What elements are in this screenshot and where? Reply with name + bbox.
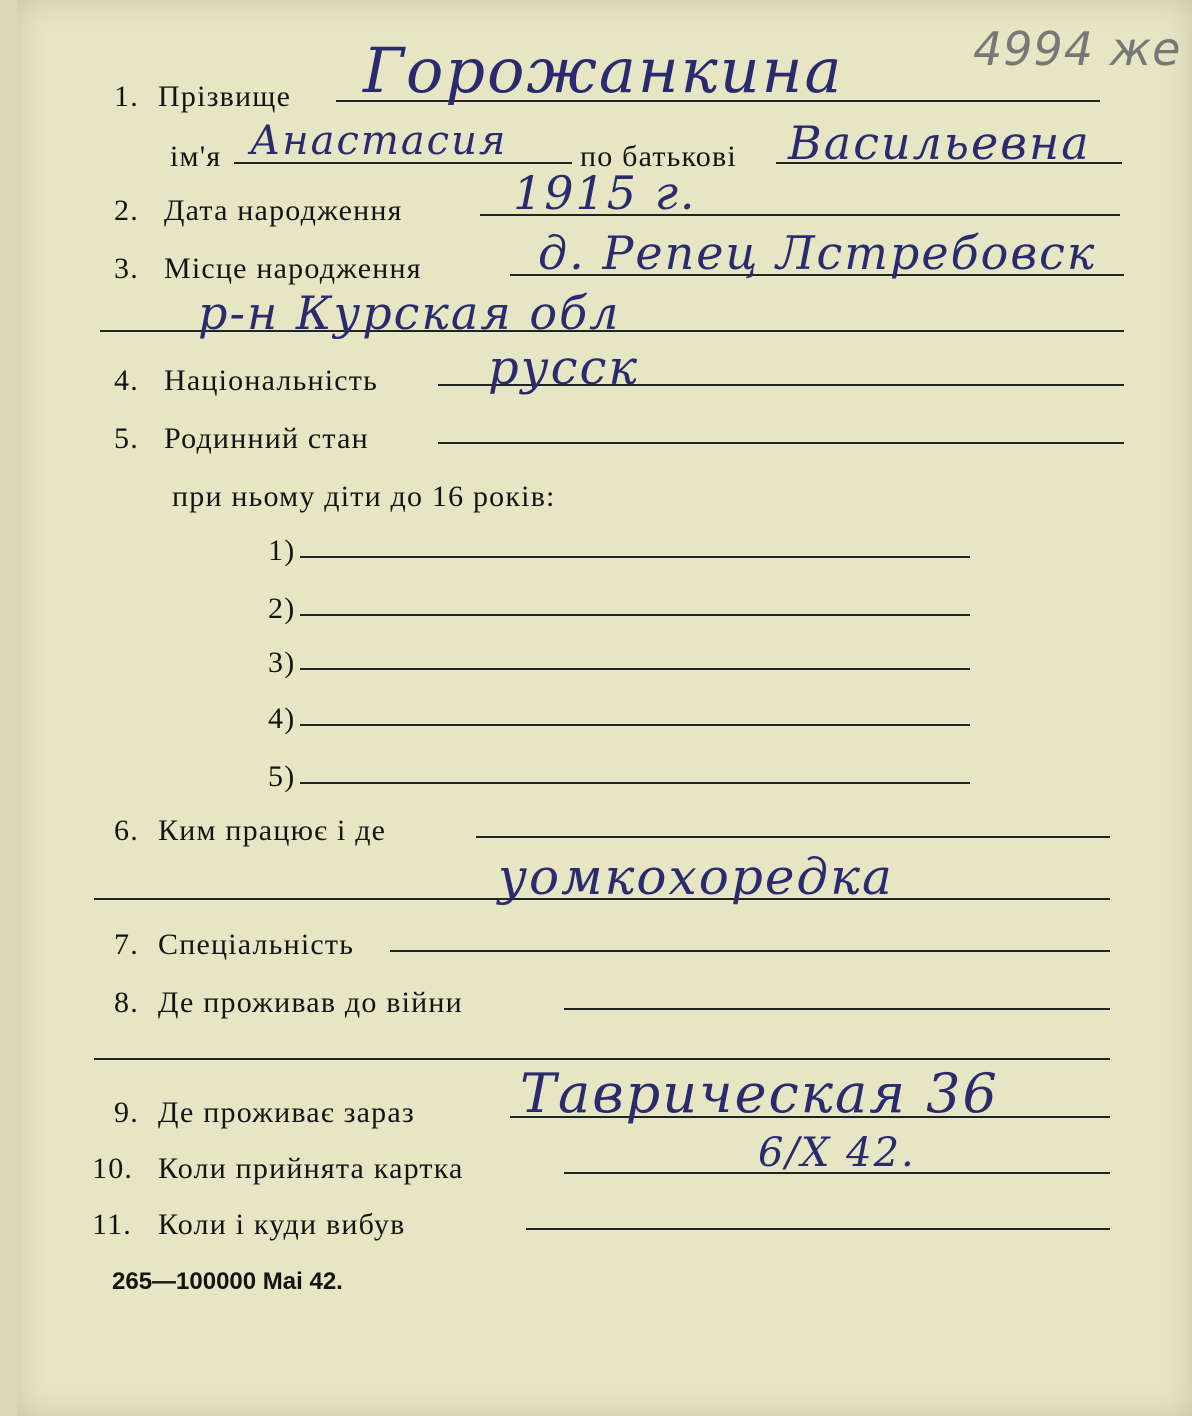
child-4-number: 4)	[268, 702, 296, 735]
prewar-residence-line-2	[94, 1058, 1110, 1060]
specialty-line	[390, 950, 1110, 952]
child-2-line	[300, 614, 970, 616]
current-residence-value: Таврическая 36	[520, 1062, 999, 1125]
name-value: Анастасия	[250, 118, 508, 164]
nationality-value: русск	[488, 340, 639, 396]
current-residence-label: Де проживає зараз	[158, 1096, 415, 1129]
card-number-stamp: 4994 же	[973, 22, 1182, 76]
surname-value: Горожанкина	[363, 34, 844, 107]
birth-place-label: Місце народження	[164, 252, 422, 285]
departure-line	[526, 1228, 1110, 1230]
birth-place-number: 3.	[114, 252, 139, 285]
name-label: ім'я	[170, 140, 222, 173]
surname-number: 1.	[114, 80, 139, 113]
prewar-residence-line-1	[564, 1008, 1110, 1010]
card-accepted-number: 10.	[92, 1152, 134, 1185]
work-value: уомкохоредка	[498, 848, 894, 906]
child-1-line	[300, 556, 970, 558]
card-accepted-value: 6/X 42.	[758, 1130, 916, 1176]
child-5-line	[300, 782, 970, 784]
child-5-number: 5)	[268, 760, 296, 793]
work-number: 6.	[114, 814, 139, 847]
card-accepted-label: Коли прийнята картка	[158, 1152, 464, 1185]
birth-place-value-2: р-н Курская обл	[198, 286, 621, 340]
child-2-number: 2)	[268, 592, 296, 625]
patronymic-label: по батькові	[580, 140, 737, 173]
birth-date-number: 2.	[114, 194, 139, 227]
nationality-number: 4.	[114, 364, 139, 397]
specialty-number: 7.	[114, 928, 139, 961]
print-run-footer: 265—100000 Mai 42.	[112, 1268, 343, 1295]
prewar-residence-number: 8.	[114, 986, 139, 1019]
child-1-number: 1)	[268, 534, 296, 567]
child-3-line	[300, 668, 970, 670]
child-4-line	[300, 724, 970, 726]
work-label: Ким працює і де	[158, 814, 387, 847]
registration-card	[18, 0, 1192, 1416]
family-status-line	[438, 442, 1124, 444]
work-line-1	[476, 836, 1110, 838]
specialty-label: Спеціальність	[158, 928, 355, 961]
surname-label: Прізвище	[158, 80, 292, 113]
child-3-number: 3)	[268, 646, 296, 679]
family-status-number: 5.	[114, 422, 139, 455]
patronymic-value: Васильевна	[788, 116, 1091, 170]
current-residence-number: 9.	[114, 1096, 139, 1129]
nationality-label: Національність	[164, 364, 378, 397]
birth-date-label: Дата народження	[164, 194, 403, 227]
prewar-residence-label: Де проживав до війни	[158, 986, 463, 1019]
departure-number: 11.	[92, 1208, 132, 1241]
departure-label: Коли і куди вибув	[158, 1208, 406, 1241]
children-label: при ньому діти до 16 років:	[172, 480, 556, 513]
birth-date-value: 1915 г.	[513, 166, 697, 220]
birth-place-value-1: д. Репец Лстребовск	[538, 226, 1097, 280]
family-status-label: Родинний стан	[164, 422, 369, 455]
